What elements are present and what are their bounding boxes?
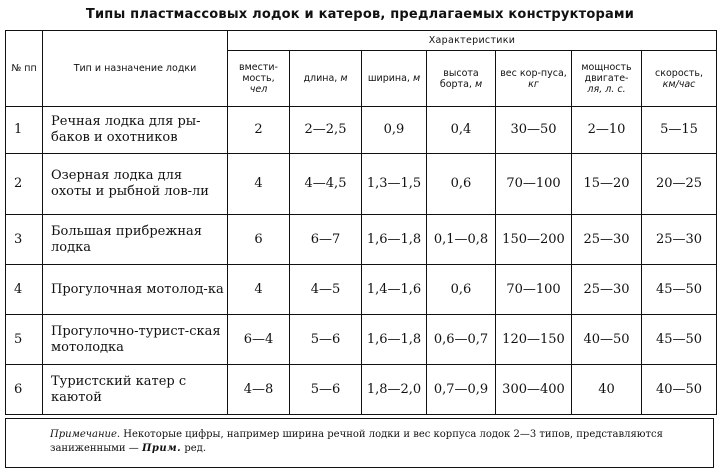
footnote-label: Примечание. xyxy=(50,429,121,440)
row-height: 0,6—0,7 xyxy=(427,315,496,365)
row-capacity: 2 xyxy=(228,107,290,154)
row-weight: 150—200 xyxy=(496,215,572,265)
row-speed: 45—50 xyxy=(642,265,717,315)
boats-table xyxy=(5,30,717,415)
row-num: 4 xyxy=(6,265,43,315)
row-power: 25—30 xyxy=(572,215,642,265)
row-weight: 30—50 xyxy=(496,107,572,154)
table-row xyxy=(6,154,717,215)
row-capacity: 6—4 xyxy=(228,315,290,365)
header-height: высота борта, м xyxy=(427,51,496,107)
row-name: Большая прибрежная лодка xyxy=(43,215,228,265)
row-speed: 45—50 xyxy=(642,315,717,365)
footnote-tail: ред. xyxy=(181,443,207,454)
row-weight: 70—100 xyxy=(496,154,572,215)
row-num: 3 xyxy=(6,215,43,265)
row-length: 2—2,5 xyxy=(290,107,362,154)
row-power: 2—10 xyxy=(572,107,642,154)
row-name: Речная лодка для ры-баков и охотников xyxy=(43,107,228,154)
row-speed: 20—25 xyxy=(642,154,717,215)
header-num: № пп xyxy=(6,31,43,107)
row-weight: 70—100 xyxy=(496,265,572,315)
row-name: Прогулочная мотолод-ка xyxy=(43,265,228,315)
header-type: Тип и назначение лодки xyxy=(43,31,228,107)
row-power: 40 xyxy=(572,365,642,415)
row-length: 4—4,5 xyxy=(290,154,362,215)
footnote-prim: Прим. xyxy=(141,443,182,454)
header-speed: скорость, км/час xyxy=(642,51,717,107)
row-num: 6 xyxy=(6,365,43,415)
row-speed: 5—15 xyxy=(642,107,717,154)
row-width: 1,3—1,5 xyxy=(362,154,427,215)
footnote xyxy=(5,418,714,468)
table-row xyxy=(6,107,717,154)
row-capacity: 4 xyxy=(228,265,290,315)
row-weight: 120—150 xyxy=(496,315,572,365)
row-speed: 25—30 xyxy=(642,215,717,265)
row-length: 4—5 xyxy=(290,265,362,315)
header-power: мощность двигате- ля, л. с. xyxy=(572,51,642,107)
row-height: 0,1—0,8 xyxy=(427,215,496,265)
row-weight: 300—400 xyxy=(496,365,572,415)
row-power: 40—50 xyxy=(572,315,642,365)
header-width: ширина, м xyxy=(362,51,427,107)
row-width: 0,9 xyxy=(362,107,427,154)
row-length: 5—6 xyxy=(290,315,362,365)
row-width: 1,6—1,8 xyxy=(362,315,427,365)
row-capacity: 4—8 xyxy=(228,365,290,415)
row-height: 0,7—0,9 xyxy=(427,365,496,415)
row-width: 1,4—1,6 xyxy=(362,265,427,315)
row-power: 25—30 xyxy=(572,265,642,315)
row-height: 0,4 xyxy=(427,107,496,154)
row-height: 0,6 xyxy=(427,265,496,315)
table-row xyxy=(6,315,717,365)
row-name: Туристский катер с каютой xyxy=(43,365,228,415)
row-capacity: 4 xyxy=(228,154,290,215)
header-capacity: вмести-мость, чел xyxy=(228,51,290,107)
header-weight: вес кор-пуса, кг xyxy=(496,51,572,107)
header-characteristics: Характеристики xyxy=(228,31,717,51)
row-speed: 40—50 xyxy=(642,365,717,415)
row-num: 5 xyxy=(6,315,43,365)
row-width: 1,8—2,0 xyxy=(362,365,427,415)
table-row xyxy=(6,265,717,315)
row-num: 1 xyxy=(6,107,43,154)
row-num: 2 xyxy=(6,154,43,215)
row-name: Прогулочно-турист-ская мотолодка xyxy=(43,315,228,365)
table-row xyxy=(6,365,717,415)
row-length: 6—7 xyxy=(290,215,362,265)
header-length: длина, м xyxy=(290,51,362,107)
row-height: 0,6 xyxy=(427,154,496,215)
footnote-text: Некоторые цифры, например ширина речной лодки и вес корпуса лодок 2—3 типов, представляются заниженными — xyxy=(50,429,663,454)
row-width: 1,6—1,8 xyxy=(362,215,427,265)
row-name: Озерная лодка для охоты и рыбной лов-ли xyxy=(43,154,228,215)
row-capacity: 6 xyxy=(228,215,290,265)
row-length: 5—6 xyxy=(290,365,362,415)
table-title: Типы пластмассовых лодок и катеров, предлагаемых конструкторами xyxy=(85,7,635,22)
row-power: 15—20 xyxy=(572,154,642,215)
table-row xyxy=(6,215,717,265)
